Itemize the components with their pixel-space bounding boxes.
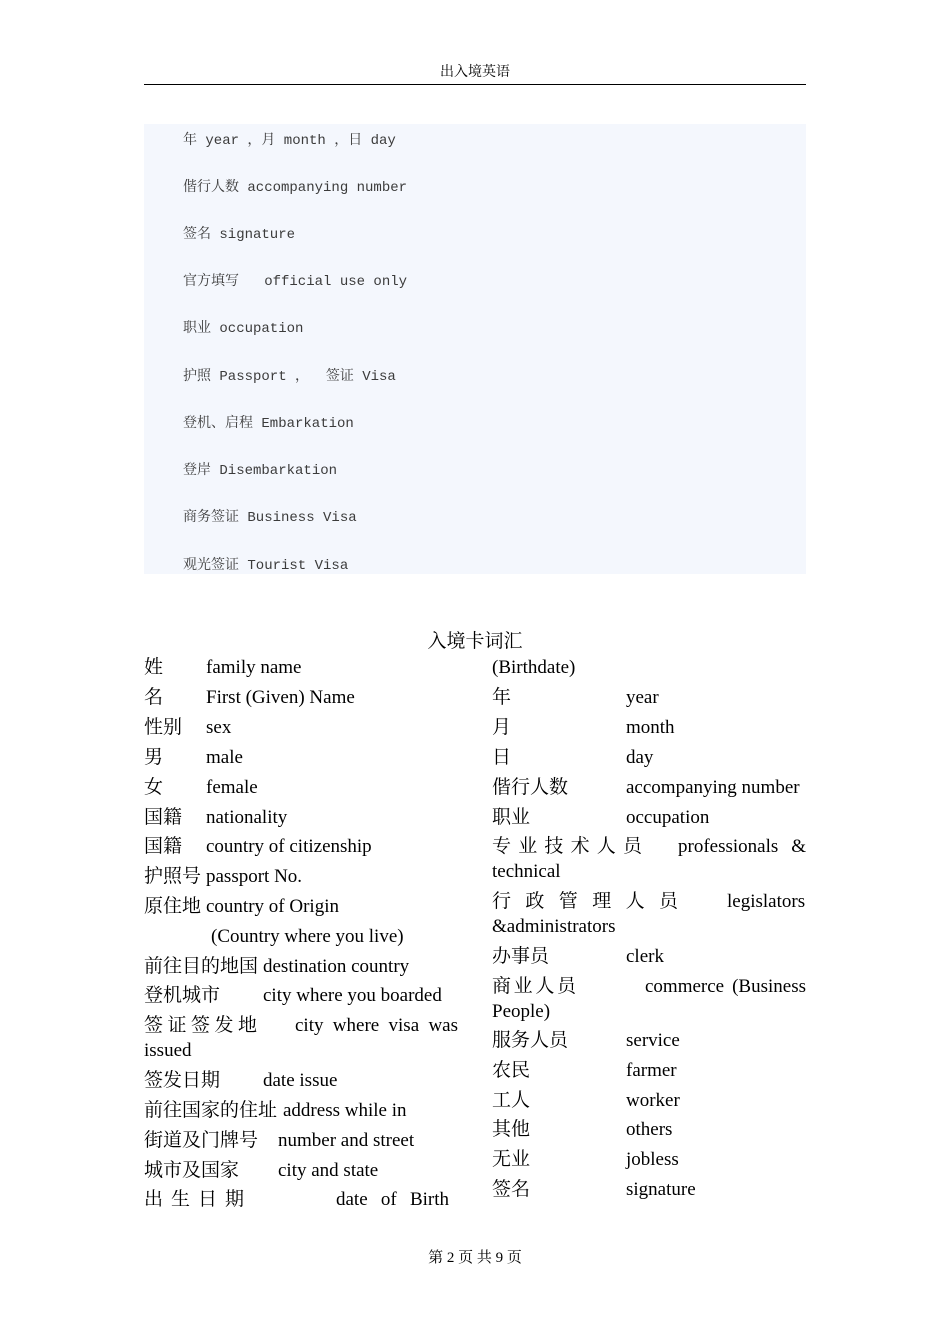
- vocab-zh: 签发日期: [144, 1070, 221, 1091]
- vocab-en: (Country where you live): [211, 926, 404, 947]
- vocab-zh: 专业技术人员: [492, 836, 642, 857]
- vocab-en: service: [626, 1030, 680, 1051]
- vocab-en: others: [626, 1119, 673, 1140]
- code-line: 登机、启程 Embarkation: [183, 416, 354, 432]
- code-line: 年 year ，月 month ，日 day: [183, 133, 396, 149]
- code-line: 官方填写 official use only: [183, 274, 408, 290]
- vocab-zh: 原住地: [144, 896, 202, 917]
- vocab-en: city where visa was: [295, 1015, 458, 1036]
- vocab-en: First (Given) Name: [206, 687, 355, 708]
- vocab-zh: 农民: [492, 1060, 531, 1081]
- vocab-zh: 前往目的地国: [144, 956, 259, 977]
- code-line: 登岸 Disembarkation: [183, 463, 338, 479]
- vocab-en: number and street: [278, 1130, 415, 1151]
- vocab-en: worker: [626, 1090, 680, 1111]
- vocab-zh: 性别: [144, 717, 183, 738]
- vocab-en: country of Origin: [206, 896, 339, 917]
- vocab-en: date issue: [263, 1070, 338, 1091]
- code-line: 商务签证 Business Visa: [183, 510, 357, 526]
- vocab-en: nationality: [206, 807, 288, 828]
- section-title: 入境卡词汇: [427, 630, 523, 652]
- vocab-en: date of Birth: [336, 1189, 449, 1210]
- vocab-en: city and state: [278, 1160, 379, 1181]
- vocab-zh: 街道及门牌号: [144, 1130, 259, 1151]
- vocab-zh: 服务人员: [492, 1030, 569, 1051]
- code-line: 护照 Passport ， 签证 Visa: [183, 369, 396, 385]
- vocab-en: commerce (Business: [645, 976, 806, 997]
- code-line: 观光签证 Tourist Visa: [183, 558, 349, 574]
- vocab-en: male: [206, 747, 243, 768]
- code-line: 偕行人数 accompanying number: [183, 180, 408, 196]
- vocab-en: year: [626, 687, 659, 708]
- vocab-zh: 国籍: [144, 807, 183, 828]
- vocab-en: city where you boarded: [263, 985, 442, 1006]
- vocab-zh: 男: [144, 747, 164, 768]
- vocab-zh: 月: [492, 717, 512, 738]
- vocab-zh: 签证签发地: [144, 1015, 257, 1036]
- vocab-zh: 登机城市: [144, 985, 221, 1006]
- vocab-en: professionals &: [678, 836, 806, 857]
- vocab-en: female: [206, 777, 258, 798]
- vocab-en: accompanying number: [626, 777, 800, 798]
- vocab-zh: 出生日期: [144, 1189, 244, 1210]
- vocab-zh: 行政管理人员: [492, 891, 678, 912]
- vocab-en-continued: issued: [144, 1040, 192, 1061]
- vocab-zh: 名: [144, 687, 164, 708]
- vocab-zh: 女: [144, 777, 164, 798]
- vocab-en: month: [626, 717, 675, 738]
- vocab-en: country of citizenship: [206, 836, 372, 857]
- vocab-zh: 前往国家的住址: [144, 1100, 278, 1121]
- vocab-zh: 商业人员: [492, 976, 576, 997]
- vocab-en-continued: &administrators: [492, 916, 616, 937]
- page-footer: 第 2 页 共 9 页: [428, 1250, 522, 1266]
- vocab-zh: 护照号: [144, 866, 202, 887]
- vocab-en: family name: [206, 657, 302, 678]
- vocab-zh: 其他: [492, 1119, 531, 1140]
- vocab-en: jobless: [626, 1149, 679, 1170]
- vocab-en: day: [626, 747, 654, 768]
- vocab-en: sex: [206, 717, 232, 738]
- vocab-en-continued: People): [492, 1001, 551, 1022]
- vocab-en: signature: [626, 1179, 696, 1200]
- page-header: [144, 62, 806, 85]
- vocab-zh: 签名: [492, 1179, 531, 1200]
- vocab-en: occupation: [626, 807, 710, 828]
- vocab-en: address while in: [283, 1100, 407, 1121]
- vocab-zh: 国籍: [144, 836, 183, 857]
- vocab-zh: 办事员: [492, 946, 550, 967]
- vocab-en: clerk: [626, 946, 664, 967]
- vocab-zh: 城市及国家: [144, 1160, 240, 1181]
- vocab-en-continued: technical: [492, 861, 561, 882]
- vocab-zh: 日: [492, 747, 512, 768]
- vocab-zh: 偕行人数: [492, 777, 569, 798]
- vocab-en: legislators: [727, 891, 806, 912]
- vocab-zh: 年: [492, 687, 512, 708]
- vocab-zh: 工人: [492, 1090, 531, 1111]
- code-block: [144, 124, 806, 574]
- vocab-zh: 姓: [144, 657, 164, 678]
- code-line: 签名 signature: [183, 227, 296, 243]
- vocab-en: passport No.: [206, 866, 303, 887]
- vocab-en: farmer: [626, 1060, 677, 1081]
- vocab-en: destination country: [263, 956, 410, 977]
- vocab-zh: 无业: [492, 1149, 531, 1170]
- vocab-zh: 职业: [492, 807, 531, 828]
- header-title: 出入境英语: [440, 65, 510, 80]
- vocab-en: (Birthdate): [492, 657, 576, 678]
- code-line: 职业 occupation: [183, 321, 304, 337]
